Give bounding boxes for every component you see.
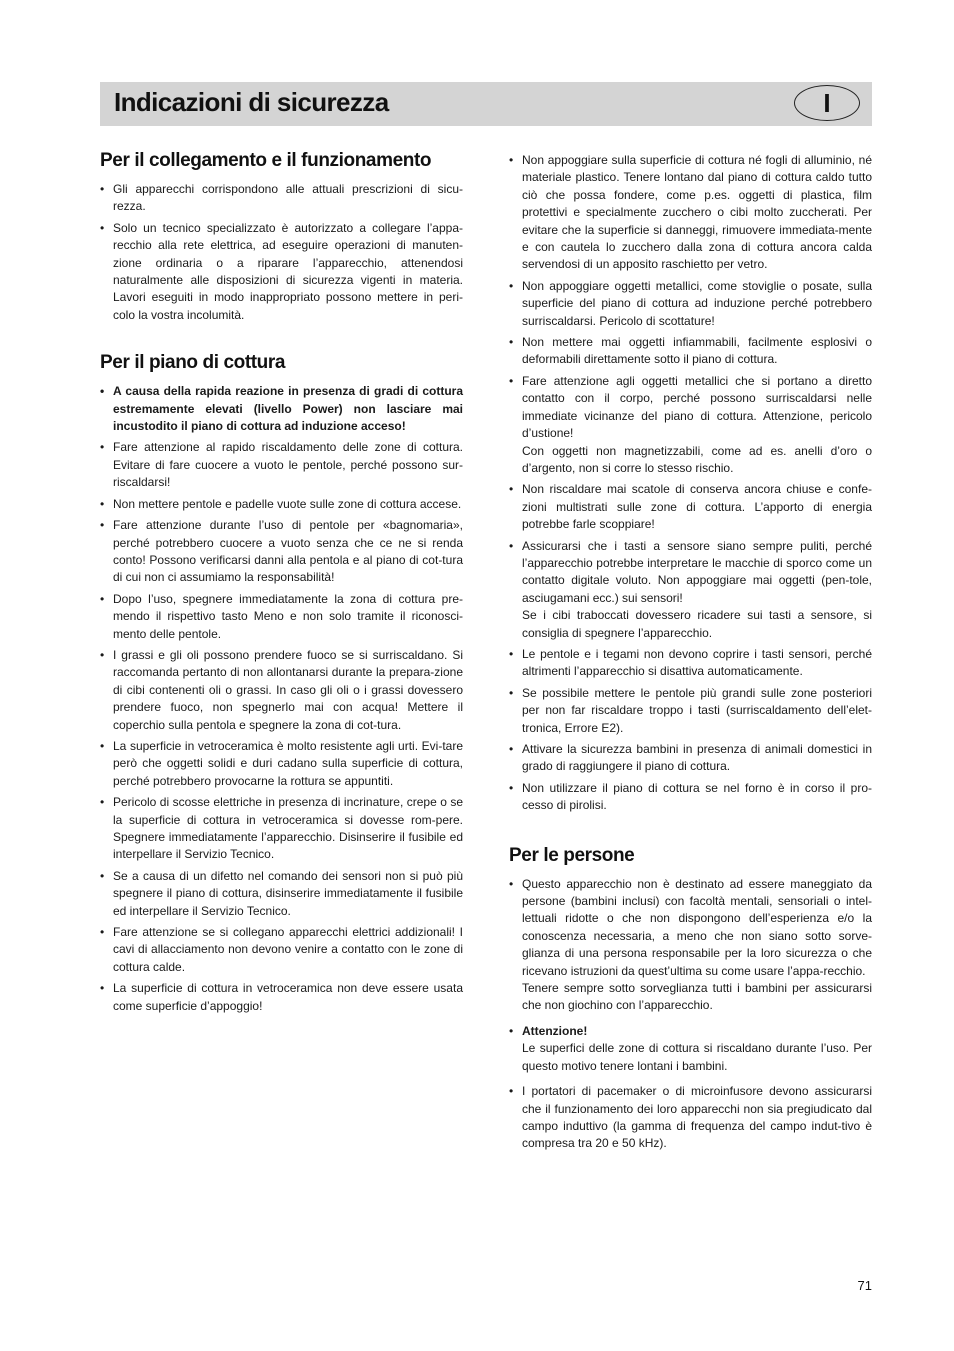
list-item: • Non utilizzare il piano di cottura se nel forno è in corso il pro-cesso di pirolisi. (509, 780, 872, 815)
list-item: • Attivare la sicurezza bambini in presenza di animali domestici in grado di raggiungere il piano di cottura. (509, 741, 872, 776)
section-heading-piano: Per il piano di cottura (100, 352, 286, 374)
section-heading-collegamento: Per il collegamento e il funzionamento (100, 150, 432, 171)
list-item: • Non mettere pentole e padelle vuote sulle zone di cottura accese. (100, 496, 463, 513)
item-paragraph: • Questo apparecchio non è destinato ad essere maneggiato da persone (bambini inclusi) con facoltà mentali, sensoriali o intel-lettuali ridotte o che non dispongono dell’esperienza e/o la conoscenza necessaria, a meno che non siano sotto sorve-glianza di una persona responsabile per la loro sicurezza o che ricevano istruzioni da quest’ultima su come usare l’appa-recchio. (522, 876, 872, 978)
list-item (509, 373, 872, 477)
list-item: • Dopo l’uso, spegnere immediatamente la zona di cottura pre-mendo il rispettivo tasto Meno e non solo tramite il riconosci-mento delle pentole. (100, 591, 463, 643)
list-item: • Fare attenzione al rapido riscaldamento delle zone di cottura. Evitare di fare cuocere a vuoto le pentole, perché possono sur-riscaldarsi! (100, 439, 463, 491)
piano-list-right (509, 152, 872, 815)
right-column (509, 152, 872, 1181)
list-item: • La superficie in vetroceramica è molto resistente agli urti. Evi-tare però che oggetti solidi e duri cadano sulla superficie di cottura, perché potrebbero provocarne la rottura se appuntiti. (100, 738, 463, 790)
collegamento-list (100, 181, 463, 324)
page-title: Indicazioni di sicurezza (114, 87, 389, 117)
list-item: • Non riscaldare mai scatole di conserva ancora chiuse e confe-zioni multistrati sulle zone di cottura. L’apporto di energia potrebbe farle scoppiare! (509, 481, 872, 533)
list-item-warning: • A causa della rapida reazione in presenza di gradi di cottura estremamente elevati (livello Power) non lasciare mai incustodito il piano di cottura ad induzione acceso! (100, 383, 463, 435)
list-item: • Pericolo di scosse elettriche in presenza di incrinature, crepe o se la superficie di cottura in vetroceramica si dovesse rom-pere. Spegnere immediatamente l’apparecchio. Disinserire il fusibile ed interpellare il Servizio Tecnico. (100, 794, 463, 864)
list-item: • Non appoggiare oggetti metallici, come stoviglie o posate, sulla superficie del piano di cottura ad induzione perché potrebbero surriscaldarsi. Pericolo di scottature! (509, 278, 872, 330)
item-paragraph: Con oggetti non magnetizzabili, come ad es. anelli d’oro o d’argento, non si corre lo stesso rischio. (522, 443, 872, 475)
attention-label: • Attenzione! (522, 1023, 588, 1038)
header-bar (100, 82, 872, 126)
item-paragraph: Le superfici delle zone di cottura si riscaldano durante l’uso. Per questo motivo tenere lontani i bambini. (522, 1041, 872, 1073)
item-paragraph: • Fare attenzione agli oggetti metallici che si portano a diretto contatto con il corpo, perché possono surriscaldarsi nelle immediate vicinanze del piano di cottura. Attenzione, pericolo d’ustione! (522, 373, 872, 441)
persone-list (509, 876, 872, 1153)
list-item: • I grassi e gli oli possono prendere fuoco se si surriscaldano. Si raccomanda pertanto di non allontanarsi durante la prepara-zione di cibi contenenti oli o grassi. In caso gli oli o i grassi dovessero prendere fuoco, non spegnerlo mai con acqua! Mettere il coperchio sulla pentola e spegnere la zona di cot-tura. (100, 647, 463, 734)
page-number: 71 (857, 1278, 872, 1293)
list-item: • Se a causa di un difetto nel comando dei sensori non si può più spegnere il piano di cottura, disinserire immediatamente il fusibile ed interpellare il Servizio Tecnico. (100, 868, 463, 920)
list-item: • Non appoggiare sulla superficie di cottura né fogli di alluminio, né materiale plastico. Tenere lontano dal piano di cottura caldo tutto ciò che possa fondere, come p.es. oggetti di plastica, film protettivi e specialmente zucchero o cibi molto zuccherati. Per evitare che la superficie si danneggi, rimuovere immediata-mente e con cautela lo zucchero dalla zona di cottura ancora calda servendosi di un apposito raschietto per vetro. (509, 152, 872, 274)
list-item: • Fare attenzione durante l’uso di pentole per «bagnomaria», perché potrebbero cuocere a vuoto senza che ce ne si renda conto! Possono verificarsi danni alla pentola e al piano di cot-tura di cui non ci assumiamo la responsabilità! (100, 517, 463, 587)
piano-list-left (100, 383, 463, 1015)
list-item: • Le pentole e i tegami non devono coprire i tasti sensori, perché altrimenti l’apparecchio si disattiva automaticamente. (509, 646, 872, 681)
section-persone (509, 845, 872, 1153)
list-item: • Se possibile mettere le pentole più grandi sulle zone posteriori per non far riscaldare troppo i tasti (surriscaldamento dell’elet-tronica, Errore E2). (509, 685, 872, 737)
list-item: • Non mettere mai oggetti infiammabili, facilmente esplosivi o deformabili direttamente sotto il piano di cottura. (509, 334, 872, 369)
language-badge: I (794, 85, 860, 121)
list-item: • I portatori di pacemaker o di microinfusore devono assicurarsi che il funzionamento dei loro apparecchi non sia pregiudicato dal campo induttivo (la gamma di frequenza del campo indut-tivo è compresa tra 20 e 50 kHz). (509, 1083, 872, 1153)
list-item (509, 876, 872, 1015)
list-item (509, 538, 872, 642)
section-piano-continued (509, 152, 872, 815)
list-item: • Solo un tecnico specializzato è autorizzato a collegare l’appa-recchio alla rete elettrica, ad eseguire operazioni di manuten-zione ordinaria o a riparare l’apparecchio, attenendosi naturalmente alle disposizioni di sicurezza vigenti in materia. Lavori eseguiti in modo inappropriato possono mettere in peri-colo la vostra incolumità. (100, 220, 463, 324)
left-column (100, 150, 463, 1043)
list-item: • La superficie di cottura in vetroceramica non deve essere usata come superficie d’appoggio! (100, 980, 463, 1015)
section-collegamento (100, 150, 463, 324)
list-item: • Fare attenzione se si collegano apparecchi elettrici addizionali! I cavi di allacciamento non devono venire a contatto con le zone di cottura calde. (100, 924, 463, 976)
list-item: • Gli apparecchi corrispondono alle attuali prescrizioni di sicu-rezza. (100, 181, 463, 216)
section-heading-persone: Per le persone (509, 844, 635, 866)
item-paragraph: Tenere sempre sotto sorveglianza tutti i bambini per assicurarsi che non giochino con l’apparecchio. (522, 981, 872, 1013)
item-paragraph: • Assicurarsi che i tasti a sensore siano sempre puliti, perché l’apparecchio potrebbe interpretare le macchie di sporco come un contatto digitale voluto. Non appoggiare mai oggetti (pen-tole, asciugamani ecc.) sui sensori! (522, 538, 872, 605)
section-piano (100, 352, 463, 1015)
item-paragraph: Se i cibi traboccati dovessero ricadere sui tasti a sensore, si consiglia di spegnere l’apparecchio. (522, 608, 872, 640)
list-item (509, 1023, 872, 1075)
